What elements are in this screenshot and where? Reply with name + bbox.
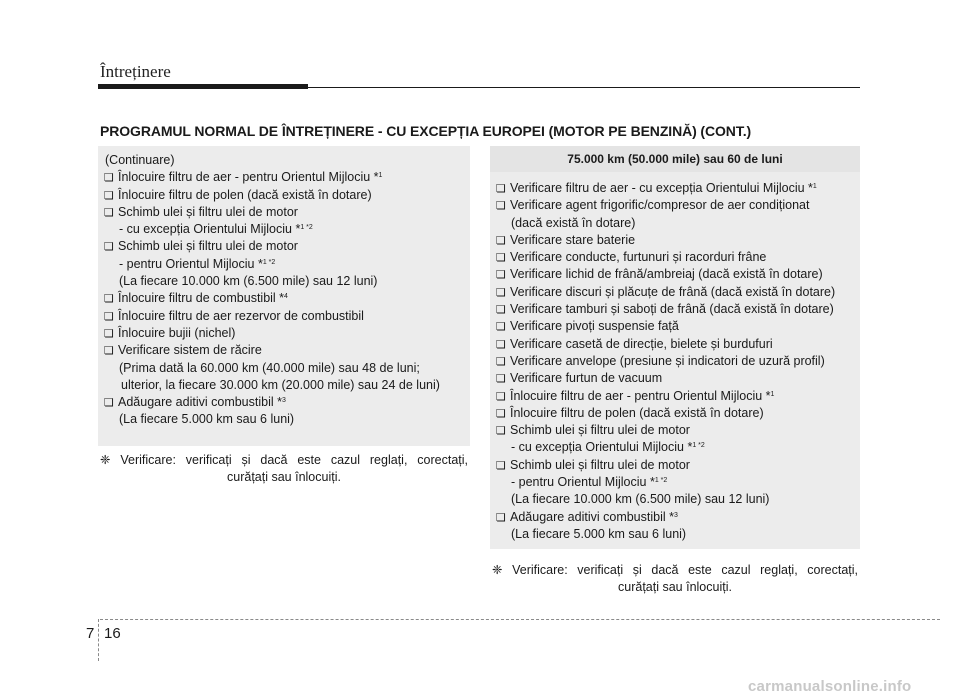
- right-column-heading: 75.000 km (50.000 mile) sau 60 de luni: [490, 146, 860, 172]
- right-item-footnote-ref: 1 *2: [692, 442, 705, 450]
- right-item-line-text: Verificare discuri și plăcuțe de frână (dacă există în dotare): [510, 284, 836, 299]
- right-item-line-text: - pentru Orientul Mijlociu *: [511, 475, 655, 490]
- right-item-line: [490, 353, 860, 370]
- right-item-line-text: (dacă există în dotare): [511, 215, 636, 230]
- left-item-line-text: Adăugare aditivi combustibil *: [118, 395, 282, 410]
- right-item-line: [490, 180, 860, 197]
- left-item-line-text: (Prima dată la 60.000 km (40.000 mile) sau 48 de luni;: [119, 360, 420, 375]
- right-item-line-text: Verificare anvelope (presiune și indicatori de uzură profil): [510, 353, 825, 368]
- left-item-line-text: (La fiecare 5.000 km sau 6 luni): [119, 412, 295, 427]
- right-item-line: [490, 526, 860, 543]
- right-item-line: [490, 439, 860, 456]
- left-item-footnote-ref: 1: [378, 172, 383, 180]
- left-item-line: [98, 290, 470, 307]
- right-item-footnote-ref: 1: [812, 183, 817, 190]
- left-item-line-text: Înlocuire filtru de aer - pentru Orientul Mijlociu *: [118, 170, 379, 185]
- left-item-line: [98, 325, 470, 342]
- right-item-footnote-ref: 1 *2: [654, 477, 668, 485]
- left-item-footnote-ref: 3: [281, 397, 286, 405]
- right-item-line-text: Schimb ulei și filtru ulei de motor: [510, 457, 690, 472]
- left-item-line: [98, 152, 470, 169]
- right-item-line: [490, 284, 860, 301]
- left-note: [100, 452, 468, 486]
- right-note-line2: curățați sau înlocuiți.: [618, 580, 732, 594]
- right-item-line-text: Verificare stare baterie: [510, 232, 636, 247]
- left-item-line-text: (La fiecare 10.000 km (6.500 mile) sau 12 luni): [119, 274, 378, 289]
- right-item-footnote-ref: 3: [673, 511, 678, 519]
- left-note-line1: ❈ Verificare: verificați și dacă este cazul reglați, corectați,: [100, 453, 468, 467]
- right-column-box: [490, 146, 860, 549]
- left-item-line-text: Înlocuire filtru de aer rezervor de combustibil: [118, 308, 364, 323]
- left-item-line-text: Verificare sistem de răcire: [118, 343, 262, 358]
- left-item-footnote-ref: 4: [284, 293, 288, 301]
- right-item-line-text: (La fiecare 10.000 km (6.500 mile) sau 12 luni): [511, 492, 770, 507]
- left-item-line: [98, 169, 470, 186]
- right-item-line: [490, 370, 860, 387]
- left-item-footnote-ref: 1 *2: [262, 258, 276, 266]
- left-item-line: [98, 273, 470, 290]
- left-item-line-text: - cu excepția Orientului Mijlociu *: [119, 222, 301, 237]
- right-item-line: [490, 318, 860, 335]
- right-item-line: [490, 474, 860, 491]
- right-item-line: [490, 336, 860, 353]
- right-item-line-text: Verificare casetă de direcție, bielete și burdufuri: [510, 336, 773, 351]
- chapter-number: 7: [86, 625, 95, 642]
- footer-dashed-rule: [100, 619, 940, 620]
- left-item-line-text: Schimb ulei și filtru ulei de motor: [118, 239, 298, 254]
- left-item-line-text: Înlocuire filtru de polen (dacă există în dotare): [118, 187, 372, 202]
- right-item-line-text: - cu excepția Orientului Mijlociu *: [511, 440, 693, 455]
- right-item-line-text: Schimb ulei și filtru ulei de motor: [510, 423, 690, 438]
- left-item-line: [98, 342, 470, 359]
- left-item-line-text: Înlocuire bujii (nichel): [118, 325, 236, 340]
- right-item-line: [490, 215, 860, 232]
- right-item-line: [490, 301, 860, 318]
- left-item-line-text: Schimb ulei și filtru ulei de motor: [118, 204, 298, 219]
- right-item-line-text: Înlocuire filtru de aer - pentru Orientul Mijlociu *: [510, 388, 771, 403]
- left-note-line2: curățați sau înlocuiți.: [227, 470, 341, 484]
- left-item-line: [98, 394, 470, 411]
- right-item-line-text: Verificare pivoți suspensie față: [510, 319, 679, 334]
- left-item-line: [98, 221, 470, 238]
- right-item-line-text: Verificare lichid de frână/ambreiaj (dacă există în dotare): [510, 267, 823, 282]
- right-item-line-text: Verificare furtun de vacuum: [510, 371, 663, 386]
- right-note-line1: ❈ Verificare: verificați și dacă este cazul reglați, corectați,: [492, 563, 858, 577]
- right-item-line-text: Verificare agent frigorific/compresor de aer condiționat: [510, 198, 810, 213]
- page-title: PROGRAMUL NORMAL DE ÎNTREȚINERE - CU EXCEPȚIA EUROPEI (MOTOR PE BENZINĂ) (CONT.): [100, 123, 752, 139]
- right-note: [492, 562, 858, 596]
- left-item-line: [98, 377, 470, 394]
- footer-dashed-divider: [98, 619, 99, 661]
- left-item-line-text: Înlocuire filtru de combustibil *: [118, 291, 285, 306]
- right-item-line: [490, 509, 860, 526]
- right-item-line-text: Adăugare aditivi combustibil *: [510, 509, 674, 524]
- right-item-line: [490, 266, 860, 283]
- left-item-line-text: - pentru Orientul Mijlociu *: [119, 256, 263, 271]
- left-column-box: [98, 146, 470, 446]
- right-item-line-text: Verificare tamburi și saboți de frână (dacă există în dotare): [510, 302, 834, 317]
- watermark: carmanualsonline.info: [748, 678, 912, 695]
- left-item-line: [98, 360, 470, 377]
- right-item-line-text: Verificare conducte, furtunuri și racorduri frâne: [510, 250, 767, 265]
- section-title: Întreținere: [100, 62, 171, 81]
- left-item-line: [98, 411, 470, 428]
- left-item-line-text: (Continuare): [105, 153, 175, 167]
- left-item-line: [98, 187, 470, 204]
- right-item-line: [490, 491, 860, 508]
- right-item-line-text: (La fiecare 5.000 km sau 6 luni): [511, 526, 687, 541]
- left-item-line: [98, 308, 470, 325]
- right-item-footnote-ref: 1: [770, 390, 775, 398]
- right-item-line-text: Înlocuire filtru de polen (dacă există în dotare): [510, 405, 764, 420]
- header-rule-thick: [98, 84, 308, 89]
- right-item-line: [490, 388, 860, 405]
- left-item-line-text: ulterior, la fiecare 30.000 km (20.000 mile) sau 24 de luni): [121, 377, 440, 392]
- right-item-line: [490, 405, 860, 422]
- right-item-line: [490, 422, 860, 439]
- right-item-line: [490, 249, 860, 266]
- left-item-line: [98, 238, 470, 255]
- left-item-line: [98, 256, 470, 273]
- right-item-line: [490, 232, 860, 249]
- right-item-line: [490, 457, 860, 474]
- header-rule-thin: [308, 87, 860, 88]
- page-number: 16: [104, 625, 121, 642]
- right-column-list: [490, 172, 860, 543]
- left-item-line: [98, 204, 470, 221]
- left-item-footnote-ref: 1 *2: [300, 224, 313, 232]
- right-item-line-text: Verificare filtru de aer - cu excepția Orientului Mijlociu *: [510, 181, 813, 195]
- right-item-line: [490, 197, 860, 214]
